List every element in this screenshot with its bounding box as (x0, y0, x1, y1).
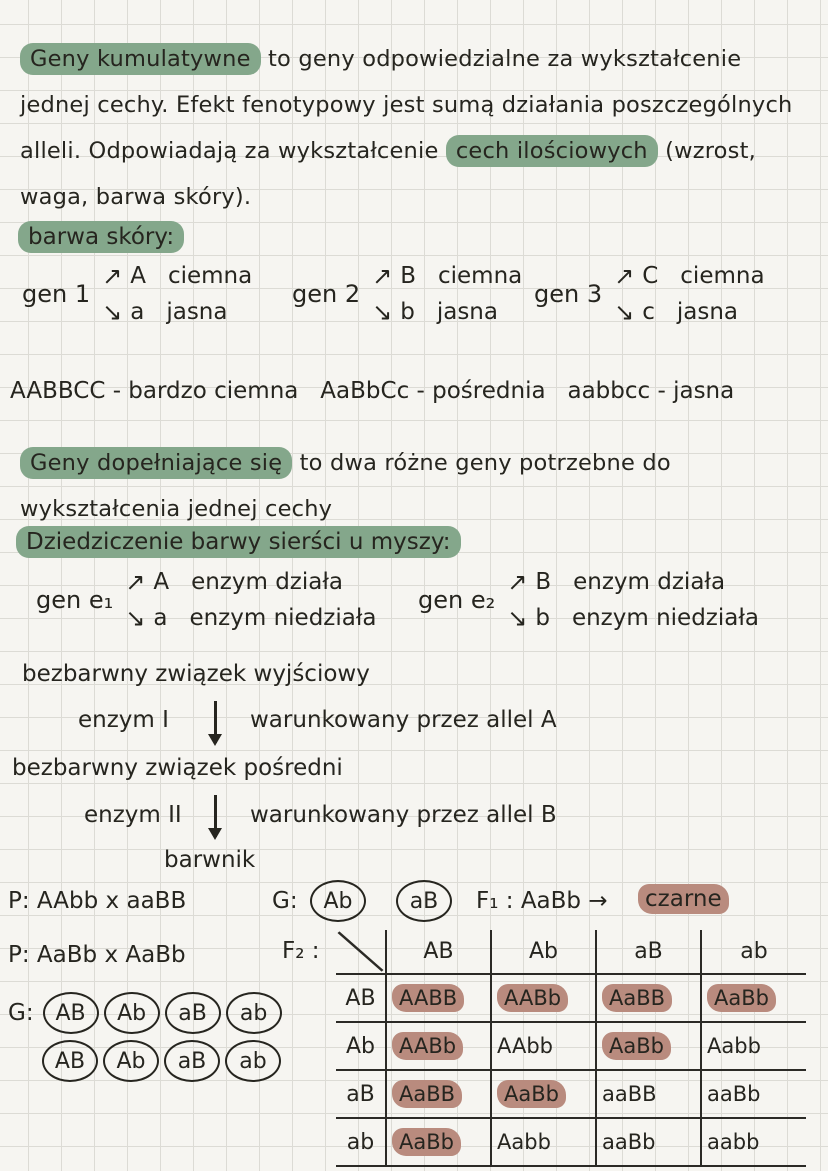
pathway-enzyme-2: enzym II (84, 802, 182, 828)
pathway-diagram (0, 655, 828, 877)
intro-text-2: (wzrost, waga, barwa skóry). (20, 138, 756, 210)
punnett-cell (491, 1022, 596, 1070)
punnett-row-header: ab (336, 1118, 386, 1166)
highlight-cech-ilosciowych: cech ilościowych (446, 135, 658, 167)
arrow-up-right-icon: ↗ (102, 262, 123, 290)
allele-trait: ciemna (167, 263, 253, 289)
cross2-gametes-row-2 (42, 1040, 281, 1082)
arrow-down-right-icon: ↘ (125, 604, 146, 632)
punnett-corner (336, 930, 386, 974)
arrow-up-right-icon: ↗ (507, 568, 528, 596)
arrow-down-right-icon: ↘ (102, 298, 123, 326)
allele-symbol: B (400, 263, 416, 289)
gamete-value: aB (409, 888, 439, 914)
punnett-row-header: Ab (336, 1022, 386, 1070)
fork-bottom-line (130, 299, 252, 325)
punnett-cell (701, 1070, 806, 1118)
pathway-note-2: warunkowany przez allel B (250, 802, 557, 828)
gamete-value: aB (177, 1048, 207, 1074)
cross1-parents: P: AAbb x aaBB (8, 888, 187, 914)
punnett-cell (701, 1118, 806, 1166)
gene-fork-e2 (418, 568, 759, 632)
genotype-summary-line: AABBCC - bardzo ciemna AaBbCc - pośrednia aabbcc - jasna (10, 378, 735, 404)
punnett-table (336, 930, 806, 1167)
punnett-row (336, 1118, 806, 1166)
gamete-circle (104, 992, 160, 1034)
gene-fork-1 (22, 262, 252, 326)
allele-symbol: c (642, 299, 655, 325)
allele-trait: jasna (166, 299, 228, 325)
allele-trait: enzym niedziała (189, 605, 377, 631)
allele-symbol: A (130, 263, 146, 289)
gamete-circle (165, 992, 221, 1034)
punnett-cell (491, 1070, 596, 1118)
gamete-circle (103, 1040, 159, 1082)
gene-fork-2 (292, 262, 522, 326)
gamete-value: AB (54, 1048, 86, 1074)
allele-symbol: a (153, 605, 168, 631)
punnett-cell (596, 1070, 701, 1118)
down-arrow-icon (214, 701, 217, 743)
punnett-row (336, 974, 806, 1022)
fork-label: gen 2 (292, 280, 361, 308)
arrow-down-right-icon: ↘ (372, 298, 393, 326)
highlight-barwa-skory: barwa skóry: (18, 221, 184, 253)
allele-trait: ciemna (680, 263, 765, 289)
genotype-value: AaBb (392, 1128, 461, 1156)
punnett-col-header: Ab (491, 930, 596, 974)
highlight-geny-dopelniajace: Geny dopełniające się (20, 447, 292, 479)
cross1-g-label: G: (272, 888, 298, 914)
allele-symbol: b (400, 299, 415, 325)
gamete-value: aB (178, 1000, 207, 1026)
allele-trait: enzym działa (191, 569, 343, 595)
gamete-circle (225, 1040, 281, 1082)
allele-symbol: C (642, 263, 659, 289)
punnett-cell (491, 1118, 596, 1166)
skin-color-heading (18, 224, 184, 250)
punnett-cell (596, 1022, 701, 1070)
down-arrow-icon (214, 795, 217, 837)
gamete-value: Ab (116, 1048, 146, 1074)
punnett-cell (386, 1070, 491, 1118)
gamete-circle (310, 880, 366, 922)
genotype-value: AABb (497, 984, 568, 1012)
fork-top-line (153, 569, 376, 595)
arrow-up-right-icon: ↗ (614, 262, 635, 290)
gamete-value: AB (55, 1000, 86, 1026)
genotype-value: aaBb (707, 1082, 761, 1106)
gamete-value: Ab (117, 1000, 147, 1026)
genotype-value: AaBb (497, 1080, 566, 1108)
pathway-enzyme-1: enzym I (78, 707, 169, 733)
punnett-cell (491, 974, 596, 1022)
allele-trait: ciemna (438, 263, 523, 289)
genotype-value: Aabb (707, 1034, 761, 1058)
arrow-up-right-icon: ↗ (372, 262, 393, 290)
fork-bottom-line (535, 605, 759, 631)
allele-symbol: b (535, 605, 550, 631)
genotype-value: Aabb (497, 1130, 551, 1154)
fork-label: gen e₁ (36, 586, 114, 614)
gamete-circle (396, 880, 452, 922)
gamete-value: ab (239, 1000, 268, 1026)
genotype-value: aaBb (602, 1130, 656, 1154)
cross2-parents: P: AaBb x AaBb (8, 942, 186, 968)
genotype-value: AABB (392, 984, 464, 1012)
genotype-value: AABb (392, 1032, 463, 1060)
pathway-start: bezbarwny związek wyjściowy (22, 661, 370, 687)
genotype-value: AaBb (602, 1032, 671, 1060)
allele-symbol: A (153, 569, 170, 595)
cross1-f1: F₁ : AaBb → (476, 888, 608, 914)
punnett-row-header: aB (336, 1070, 386, 1118)
cross2-gametes-row-1 (8, 992, 282, 1034)
fork-label: gen 3 (534, 280, 603, 308)
punnett-row (336, 1070, 806, 1118)
cross1-result (638, 886, 729, 912)
allele-symbol: B (535, 569, 552, 595)
punnett-header-row (336, 930, 806, 974)
fork-top-line (642, 263, 764, 289)
gamete-value: ab (239, 1048, 267, 1074)
allele-trait: jasna (676, 299, 739, 325)
pathway-note-1: warunkowany przez allel A (250, 707, 557, 733)
fork-bottom-line (642, 299, 764, 325)
genotype-value: AAbb (497, 1034, 553, 1058)
fork-label: gen 1 (22, 280, 91, 308)
pathway-mid: bezbarwny związek pośredni (12, 755, 343, 781)
gamete-circle (43, 992, 99, 1034)
fork-top-line (400, 263, 522, 289)
punnett-row-header: AB (336, 974, 386, 1022)
genotype-value: AaBB (602, 984, 672, 1012)
allele-trait: jasna (436, 299, 498, 325)
cross2-f2-label: F₂ : (282, 938, 320, 964)
complementary-paragraph (20, 440, 800, 532)
highlight-czarne: czarne (638, 884, 729, 914)
gamete-circle (164, 1040, 220, 1082)
intro-text-1: to geny odpowiedzialne za wykształcenie jednej cechy. Efekt fenotypowy jest sumą działania poszczególnych alleli. Odpowiadają za wykształcenie (20, 46, 793, 164)
punnett-cell (386, 1022, 491, 1070)
gamete-circle (42, 1040, 98, 1082)
arrow-down-right-icon: ↘ (507, 604, 528, 632)
arrow-down-right-icon: ↘ (614, 298, 635, 326)
allele-trait: enzym działa (573, 569, 726, 595)
allele-trait: enzym niedziała (571, 605, 759, 631)
punnett-col-header: ab (701, 930, 806, 974)
genotype-value: AaBB (392, 1080, 462, 1108)
punnett-cell (596, 974, 701, 1022)
fork-bottom-line (400, 299, 522, 325)
arrow-up-right-icon: ↗ (125, 568, 146, 596)
pathway-end: barwnik (164, 847, 256, 873)
fork-bottom-line (153, 605, 376, 631)
mice-heading (16, 529, 461, 555)
punnett-cell (701, 1022, 806, 1070)
gene-fork-3 (534, 262, 765, 326)
punnett-cell (701, 974, 806, 1022)
cross2-g-label: G: (8, 1000, 34, 1026)
highlight-dziedziczenie-myszy: Dziedziczenie barwy sierści u myszy: (16, 526, 461, 558)
gamete-value: Ab (323, 888, 353, 914)
complementary-text: to dwa różne geny potrzebne do wykształcenia jednej cechy (20, 450, 671, 522)
fork-top-line (535, 569, 759, 595)
genotype-value: aabb (707, 1130, 760, 1154)
diagonal-line (336, 930, 385, 973)
intro-paragraph (20, 36, 808, 220)
punnett-cell (596, 1118, 701, 1166)
genotype-value: aaBB (602, 1082, 657, 1106)
punnett-col-header: aB (596, 930, 701, 974)
punnett-cell (386, 1118, 491, 1166)
punnett-col-header: AB (386, 930, 491, 974)
punnett-row (336, 1022, 806, 1070)
allele-symbol: a (130, 299, 145, 325)
fork-top-line (130, 263, 252, 289)
highlight-geny-kumulatywne: Geny kumulatywne (20, 43, 261, 75)
fork-label: gen e₂ (418, 586, 496, 614)
gamete-circle (226, 992, 282, 1034)
genotype-value: AaBb (707, 984, 776, 1012)
gene-fork-e1 (36, 568, 377, 632)
punnett-cell (386, 974, 491, 1022)
